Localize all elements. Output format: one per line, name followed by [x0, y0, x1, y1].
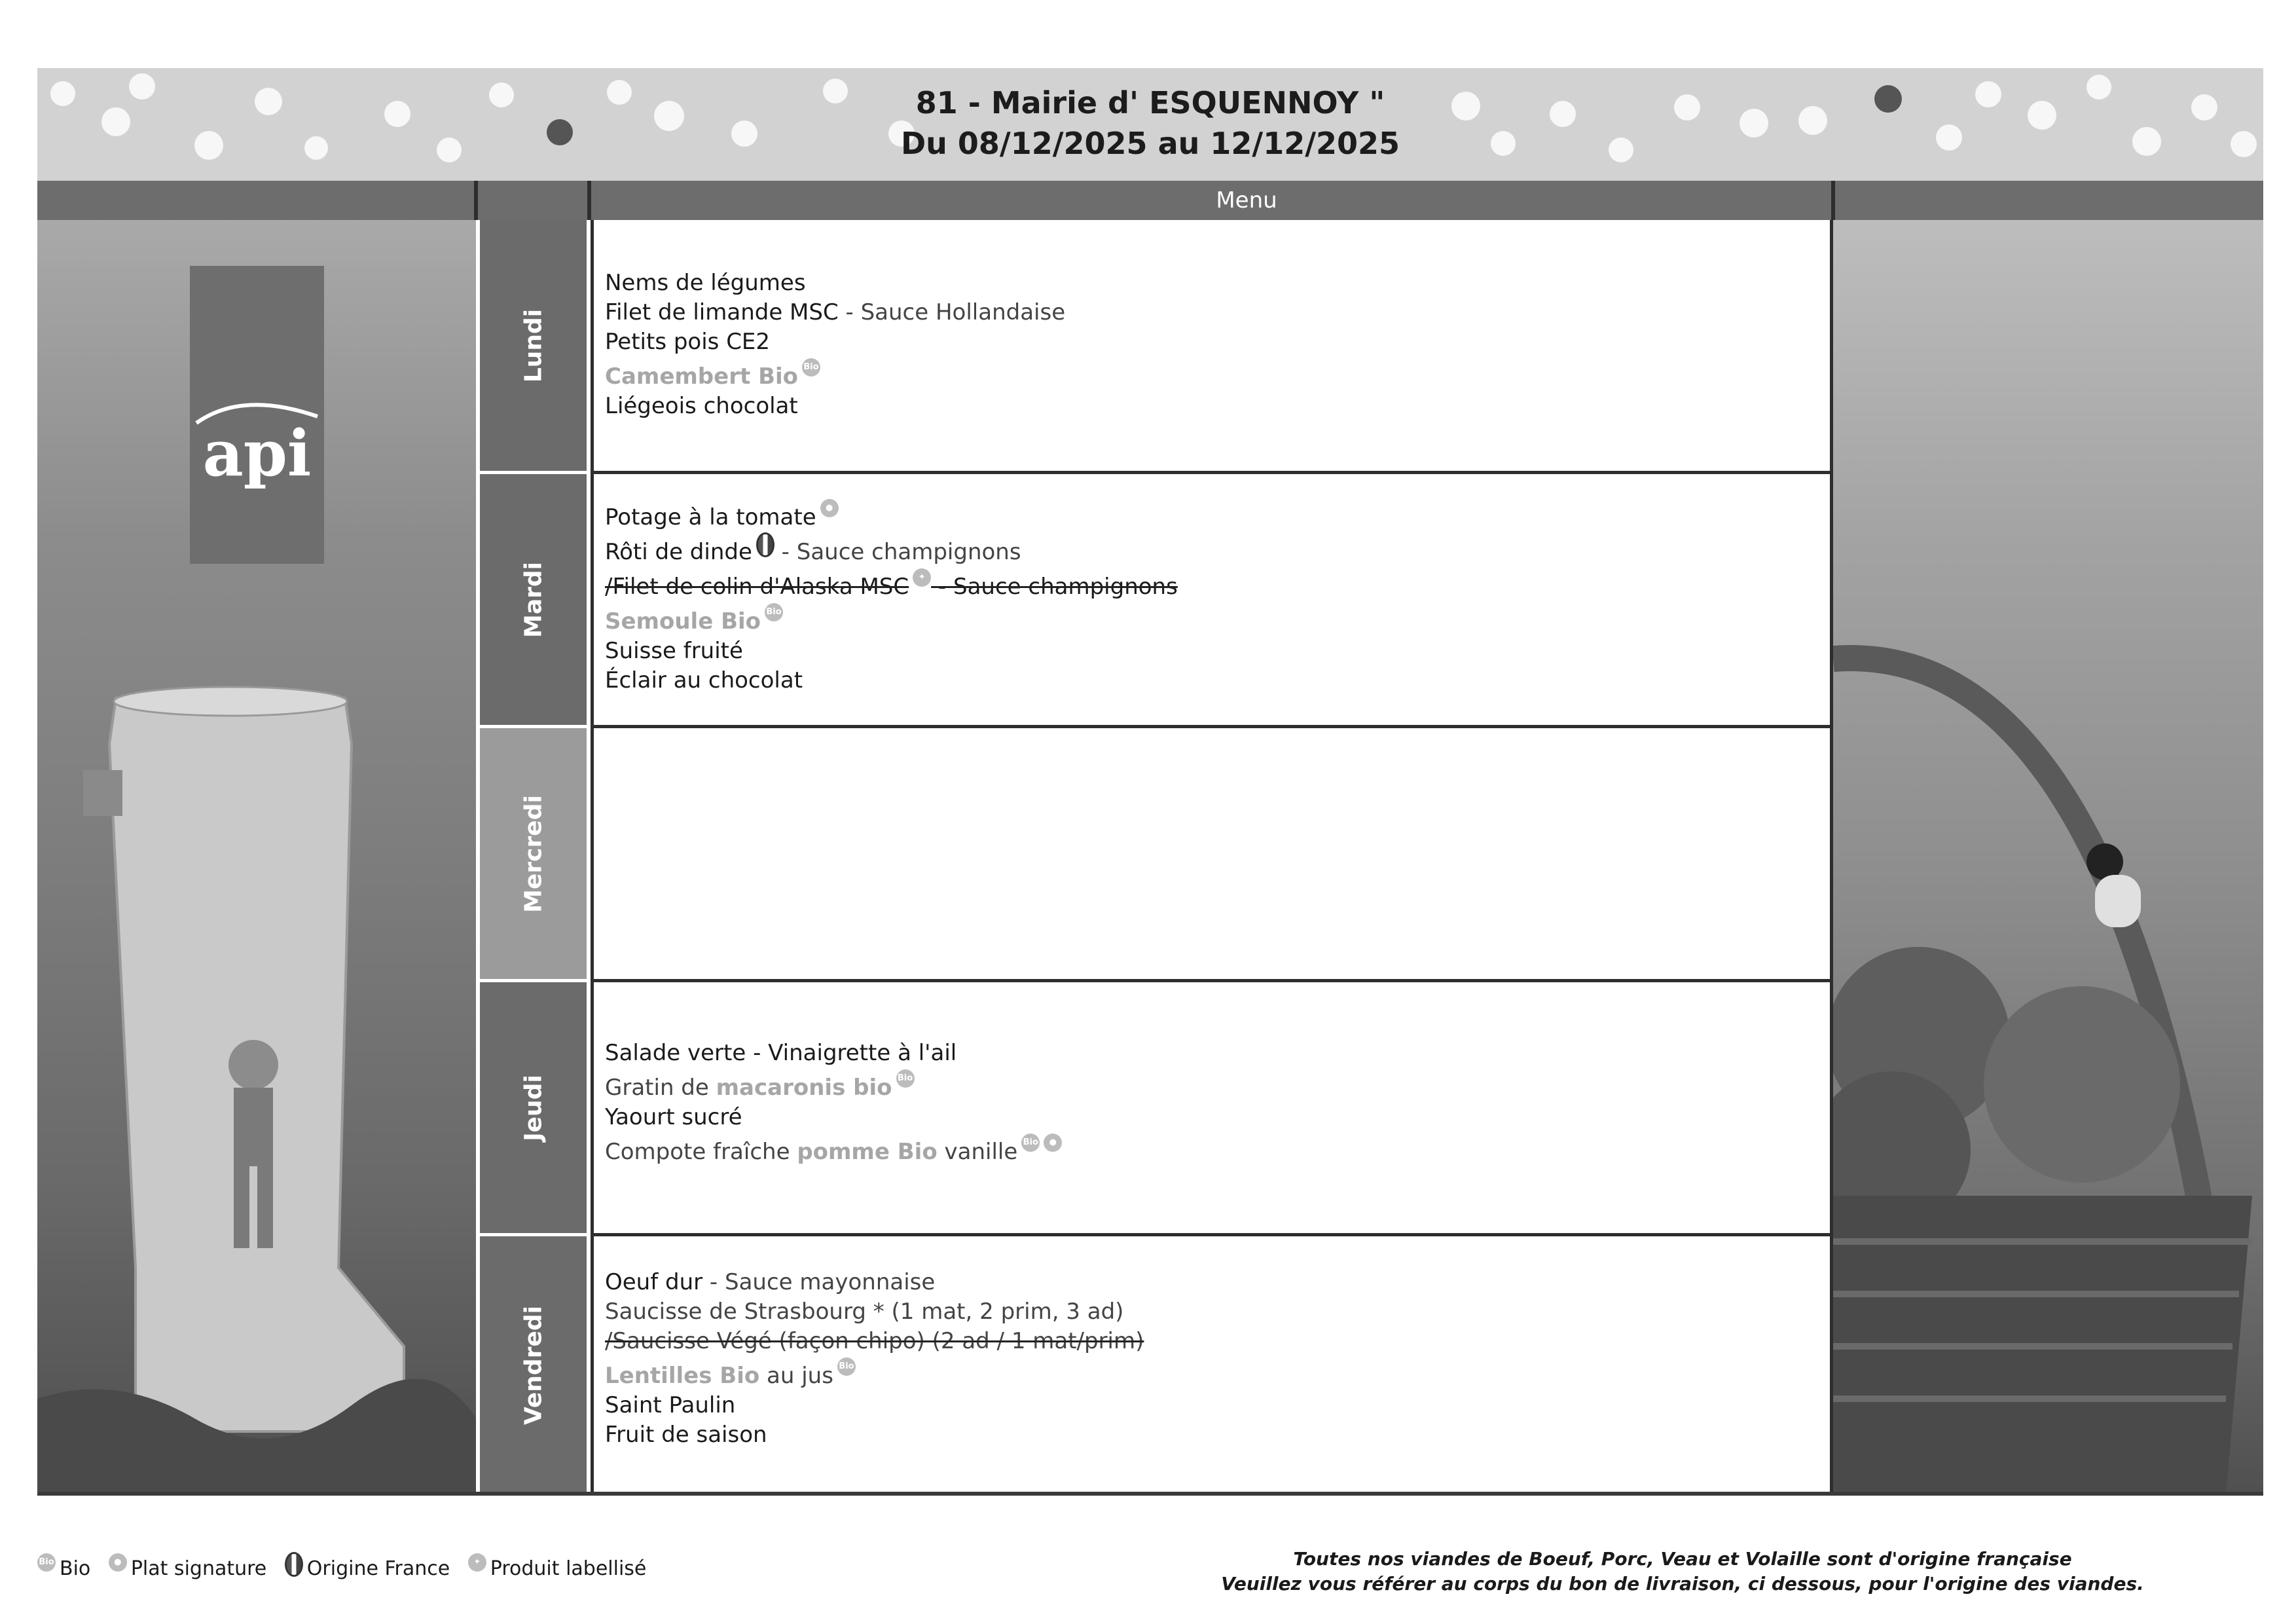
menu-item — [605, 503, 1823, 532]
menu-column-label: Menu — [1216, 187, 1277, 213]
menu-item — [605, 607, 1823, 637]
row-divider — [594, 979, 1830, 982]
header-banner — [37, 68, 2263, 181]
legend-label: Plat signature — [130, 1557, 267, 1580]
table-bottom-border — [37, 1492, 2263, 1496]
menu-block-vendredi — [605, 1268, 1823, 1450]
right-photo-panel — [1833, 220, 2263, 1494]
menu-item — [605, 1268, 1823, 1297]
bio-icon: Bio — [1021, 1134, 1040, 1152]
menu-item — [605, 298, 1823, 327]
day-cell-jeudi — [480, 982, 587, 1233]
legend-bio — [37, 1557, 90, 1580]
sauce-name: - Sauce mayonnaise — [702, 1269, 936, 1295]
menu-item: Liégeois chocolat — [605, 393, 798, 419]
dish-name: Potage à la tomate — [605, 504, 816, 530]
day-label: Lundi — [520, 308, 547, 382]
legend-labellise — [468, 1557, 647, 1580]
day-label: Mercredi — [520, 794, 547, 913]
produit-labellise-icon: ✦ — [468, 1553, 486, 1572]
day-column — [476, 220, 591, 1494]
row-divider — [594, 471, 1830, 474]
menu-block-mardi — [605, 503, 1823, 695]
day-cell-vendredi — [480, 1236, 587, 1494]
page-title — [37, 83, 2263, 164]
column-divider — [474, 181, 478, 220]
title-line-1: 81 - Mairie d' ESQUENNOY " — [915, 85, 1385, 120]
dish-suffix: vanille — [937, 1139, 1018, 1165]
dish-name: Oeuf dur — [605, 1269, 703, 1295]
menu-item: Éclair au chocolat — [605, 667, 803, 693]
day-cell-lundi — [480, 220, 587, 471]
legend-label: Origine France — [306, 1557, 450, 1580]
day-label: Vendredi — [520, 1306, 547, 1425]
menu-block-lundi — [605, 268, 1823, 421]
plat-signature-icon: ● — [109, 1553, 127, 1572]
menu-item-struck — [605, 572, 1823, 602]
origin-note-line-2: Veuillez vous référer au corps du bon de livraison, ci dessous, pour l'origine des viandes. — [1221, 1573, 2144, 1595]
title-line-2: Du 08/12/2025 au 12/12/2025 — [900, 126, 1400, 161]
origine-france-icon — [285, 1552, 303, 1577]
menu-item: Yaourt sucré — [605, 1104, 742, 1130]
origin-note — [1198, 1547, 2167, 1596]
bio-icon: Bio — [802, 358, 820, 377]
menu-item: Nems de légumes — [605, 270, 806, 296]
menu-item-struck: /Saucisse Végé (façon chipo) (2 ad / 1 mat/prim) — [605, 1328, 1144, 1354]
legend-signature — [109, 1557, 266, 1580]
bio-dish: pomme Bio — [797, 1139, 938, 1165]
dish-name: Filet de limande MSC — [605, 299, 839, 325]
menu-table — [591, 220, 1833, 1494]
row-divider — [594, 725, 1830, 728]
day-label: Mardi — [520, 561, 547, 638]
plat-signature-icon: ● — [820, 499, 839, 517]
bio-dish: Lentilles Bio — [605, 1363, 760, 1389]
menu-item — [605, 1361, 1823, 1391]
dish-name: Gratin de — [605, 1075, 716, 1101]
sauce-name: - Sauce champignons — [774, 539, 1021, 565]
icon-legend — [37, 1557, 658, 1580]
bio-icon: Bio — [37, 1553, 56, 1572]
menu-item: Saucisse de Strasbourg * (1 mat, 2 prim, 3 ad) — [605, 1299, 1124, 1325]
row-divider — [594, 1233, 1830, 1236]
sauce-name: - Sauce Hollandaise — [838, 299, 1066, 325]
menu-item — [605, 1073, 1823, 1103]
origin-note-line-1: Toutes nos viandes de Boeuf, Porc, Veau et Volaille sont d'origine française — [1293, 1548, 2072, 1570]
bio-dish: Semoule Bio — [605, 608, 761, 635]
dish-name: Rôti de dinde — [605, 539, 752, 565]
dish-suffix: au jus — [759, 1363, 833, 1389]
menu-item: Saint Paulin — [605, 1392, 736, 1418]
sauce-name: - Sauce champignons — [931, 574, 1178, 600]
day-cell-mercredi — [480, 728, 587, 979]
apple-basket-illustration — [1833, 220, 2263, 1494]
menu-item — [605, 362, 1823, 392]
menu-item: Fruit de saison — [605, 1422, 767, 1448]
plat-signature-icon: ● — [1044, 1134, 1062, 1152]
legend-label: Bio — [60, 1557, 91, 1580]
day-label: Jeudi — [520, 1074, 547, 1141]
dish-name: /Filet de colin d'Alaska MSC — [605, 574, 909, 600]
dish-name: Compote fraîche — [605, 1139, 797, 1165]
produit-labellise-icon: ✦ — [913, 568, 931, 587]
bio-icon: Bio — [765, 603, 783, 621]
bio-icon: Bio — [896, 1069, 915, 1088]
legend-label: Produit labellisé — [490, 1557, 647, 1580]
api-logo — [190, 266, 324, 564]
bio-icon: Bio — [837, 1357, 856, 1376]
bio-dish: Camembert Bio — [605, 363, 798, 390]
menu-block-jeudi — [605, 1039, 1823, 1167]
menu-item — [605, 538, 1823, 567]
left-photo-panel — [37, 220, 476, 1494]
origine-france-icon — [756, 532, 774, 557]
menu-item: Suisse fruité — [605, 638, 743, 664]
logo-text: api — [202, 416, 312, 490]
column-divider — [587, 181, 591, 220]
menu-item — [605, 1137, 1823, 1167]
bio-dish: macaronis bio — [716, 1075, 892, 1101]
menu-item: Salade verte - Vinaigrette à l'ail — [605, 1040, 957, 1066]
day-cell-mardi — [480, 474, 587, 725]
legend-origine-france — [285, 1557, 450, 1580]
menu-item: Petits pois CE2 — [605, 329, 771, 355]
column-header-bar — [37, 181, 2263, 220]
